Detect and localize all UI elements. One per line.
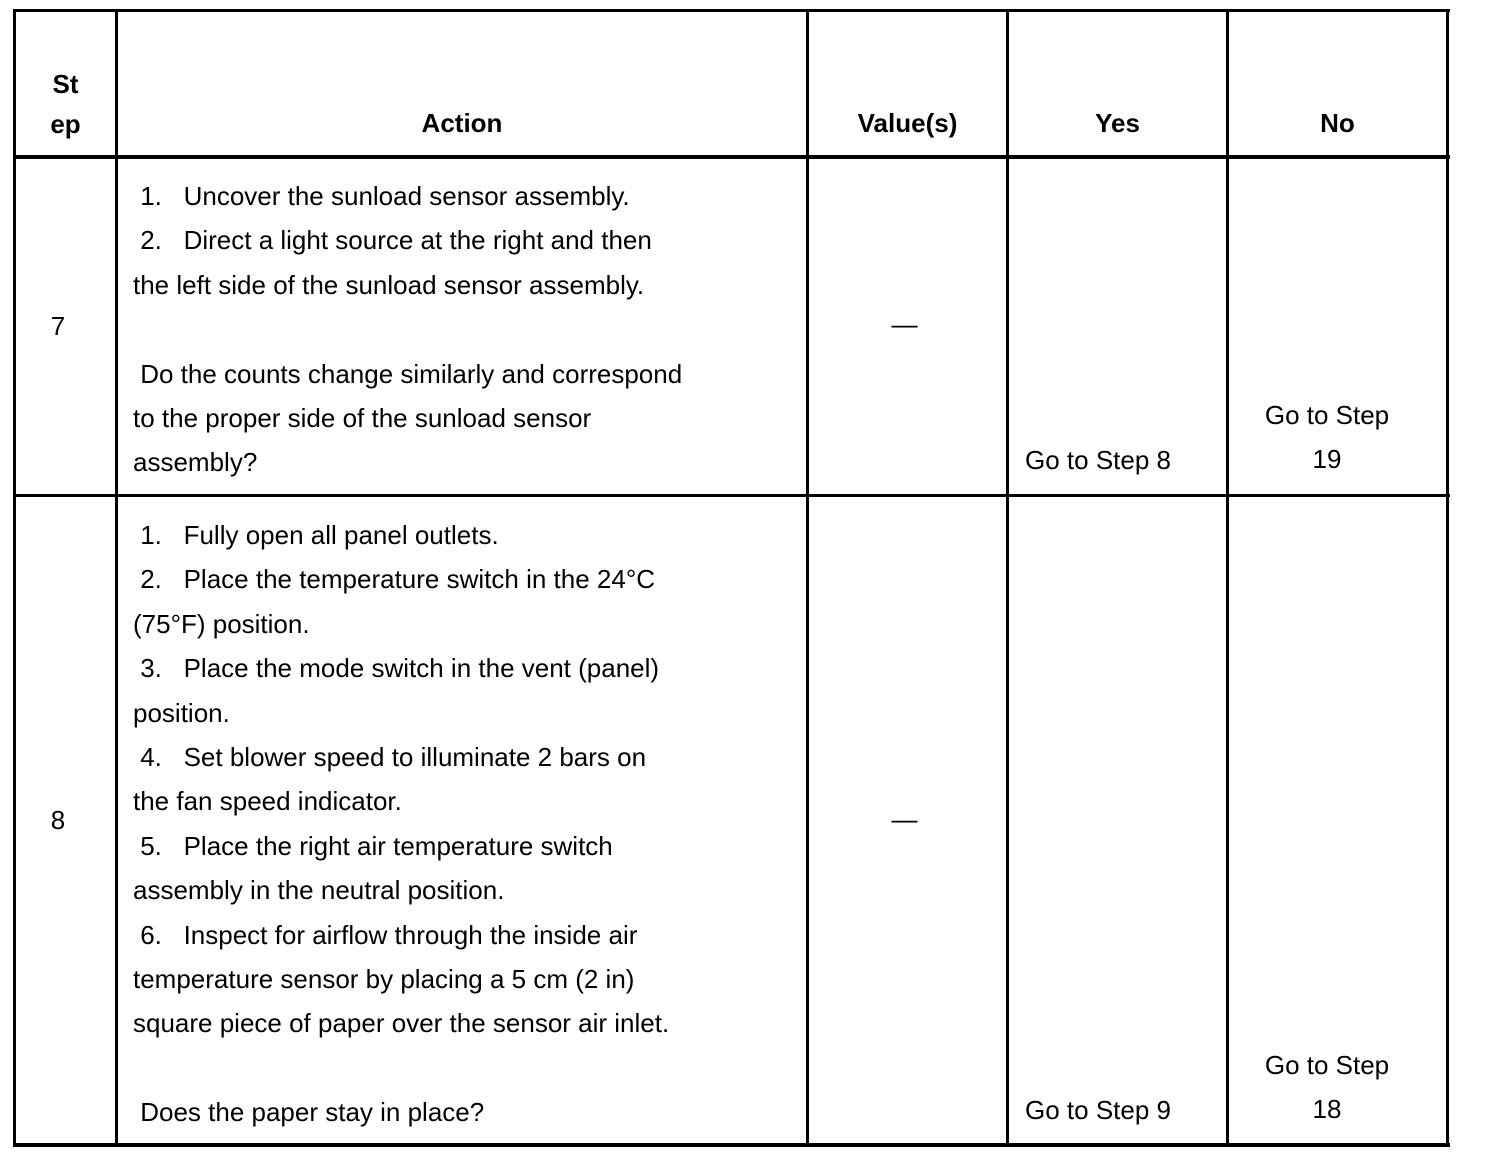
grid-line [13,9,1450,12]
action-line: 1. Fully open all panel outlets. [133,520,499,550]
yes-result: Go to Step 8 [1025,445,1171,475]
action-line: square piece of paper over the sensor air inlet. [133,1008,670,1039]
value-dash: — [891,309,918,339]
action-line [133,1046,669,1090]
grid-line [1446,9,1449,1147]
action-line: assembly? [133,447,258,478]
header-values: Value(s) [857,108,958,138]
action-text [133,513,669,1135]
no-result: Go to Step 18 [1264,1050,1390,1125]
header-no: No [1320,108,1355,138]
action-line: temperature sensor by placing a 5 cm (2 in) [133,964,635,995]
action-line: 3. Place the mode switch in the vent (panel) [133,653,660,684]
grid-line [806,9,809,1147]
action-line: position. [133,697,230,728]
grid-line [13,9,16,1147]
header-action: Action [421,108,503,138]
action-line: to the proper side of the sunload sensor [133,403,592,434]
header-step: St ep [50,69,81,139]
step-number: 7 [50,311,66,341]
grid-line [1226,9,1229,1147]
action-line: 2. Place the temperature switch in the 24°C [133,564,655,595]
action-line: 2. Direct a light source at the right and then [133,225,652,256]
troubleshooting-table [13,9,1450,1147]
action-line: the fan speed indicator. [133,786,402,817]
step-number: 8 [50,805,66,835]
grid-line [13,1143,1450,1147]
yes-result: Go to Step 9 [1025,1095,1171,1125]
value-dash: — [891,804,918,834]
action-line: 1. Uncover the sunload sensor assembly. [133,181,630,211]
action-line: Do the counts change similarly and correspond [133,358,683,389]
action-line: 5. Place the right air temperature switch [133,830,613,861]
action-line: 4. Set blower speed to illuminate 2 bars on [133,742,647,773]
action-text [133,174,682,485]
action-line [133,307,682,351]
grid-line [13,155,1450,159]
action-line: 6. Inspect for airflow through the inside air [133,919,638,950]
grid-line [13,494,1450,497]
grid-line [115,9,118,1147]
no-result: Go to Step 19 [1264,400,1390,475]
action-line: (75°F) position. [133,608,310,639]
action-line: the left side of the sunload sensor assembly. [133,269,645,300]
action-line: assembly in the neutral position. [133,875,505,906]
header-yes: Yes [1095,108,1140,138]
grid-line [1006,9,1009,1147]
action-line: Does the paper stay in place? [133,1097,485,1128]
